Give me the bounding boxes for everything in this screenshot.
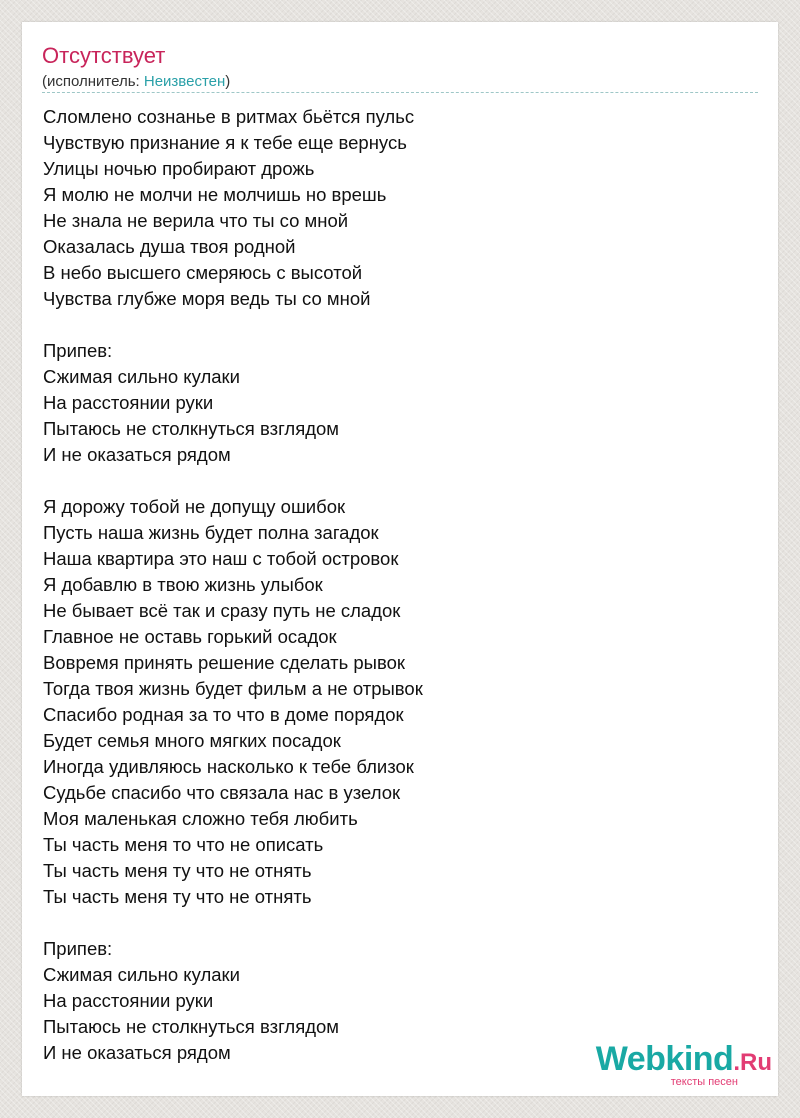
lyrics-stanza xyxy=(43,494,743,910)
lyrics-line: Сжимая сильно кулаки xyxy=(43,366,240,387)
lyrics-line: Припев: xyxy=(43,340,113,361)
lyrics-stanza xyxy=(43,104,743,312)
lyrics-line: Иногда удивляюсь насколько к тебе близок xyxy=(43,756,414,777)
lyrics-line: И не оказаться рядом xyxy=(43,1042,231,1063)
lyrics-line: Пытаюсь не столкнуться взглядом xyxy=(43,1016,340,1037)
lyrics-line: На расстоянии руки xyxy=(43,990,214,1011)
title-divider xyxy=(42,92,758,93)
lyrics-line: Наша квартира это наш с тобой островок xyxy=(43,548,399,569)
lyrics-line: Тогда твоя жизнь будет фильм а не отрывок xyxy=(43,678,423,699)
artist-line xyxy=(42,72,230,92)
lyrics-card xyxy=(22,22,778,1096)
artist-link[interactable]: Неизвестен xyxy=(143,73,226,90)
lyrics-line: Ты часть меня ту что не отнять xyxy=(43,860,312,881)
lyrics-line: Я молю не молчи не молчишь но врешь xyxy=(43,184,387,205)
artist-suffix: ) xyxy=(225,73,231,90)
song-title: Отсутствует xyxy=(42,43,166,68)
webkind-logo[interactable] xyxy=(596,1042,772,1088)
lyrics-line: Оказалась душа твоя родной xyxy=(43,236,296,257)
lyrics-line: Чувствую признание я к тебе еще вернусь xyxy=(43,132,407,153)
lyrics-line: На расстоянии руки xyxy=(43,392,214,413)
lyrics-line: Спасибо родная за то что в доме порядок xyxy=(43,704,404,725)
logo-main-text: Webkind xyxy=(595,1040,734,1078)
lyrics-line: И не оказаться рядом xyxy=(43,444,231,465)
lyrics-body xyxy=(43,104,743,1066)
lyrics-line: Я добавлю в твою жизнь улыбок xyxy=(43,574,323,595)
lyrics-line: Пусть наша жизнь будет полна загадок xyxy=(43,522,379,543)
lyrics-stanza xyxy=(43,338,743,468)
lyrics-line: Не бывает всё так и сразу путь не сладок xyxy=(43,600,401,621)
lyrics-line: Моя маленькая сложно тебя любить xyxy=(43,808,358,829)
lyrics-line: Пытаюсь не столкнуться взглядом xyxy=(43,418,340,439)
artist-prefix: (исполнитель: xyxy=(42,73,144,90)
logo-tld-text: .Ru xyxy=(733,1049,772,1076)
lyrics-line: Ты часть меня то что не описать xyxy=(43,834,324,855)
lyrics-line: Вовремя принять решение сделать рывок xyxy=(43,652,405,673)
lyrics-line: В небо высшего смеряюсь с высотой xyxy=(43,262,363,283)
lyrics-line: Припев: xyxy=(43,938,113,959)
lyrics-line: Главное не оставь горький осадок xyxy=(43,626,337,647)
lyrics-line: Судьбе спасибо что связала нас в узелок xyxy=(43,782,401,803)
logo-tagline: тексты песен xyxy=(670,1076,738,1088)
lyrics-line: Сжимая сильно кулаки xyxy=(43,964,240,985)
lyrics-line: Улицы ночью пробирают дрожь xyxy=(43,158,315,179)
lyrics-line: Ты часть меня ту что не отнять xyxy=(43,886,312,907)
lyrics-line: Я дорожу тобой не допущу ошибок xyxy=(43,496,346,517)
lyrics-line: Чувства глубже моря ведь ты со мной xyxy=(43,288,371,309)
lyrics-line: Будет семья много мягких посадок xyxy=(43,730,341,751)
lyrics-line: Сломлено сознанье в ритмах бьётся пульс xyxy=(43,106,415,127)
lyrics-line: Не знала не верила что ты со мной xyxy=(43,210,349,231)
